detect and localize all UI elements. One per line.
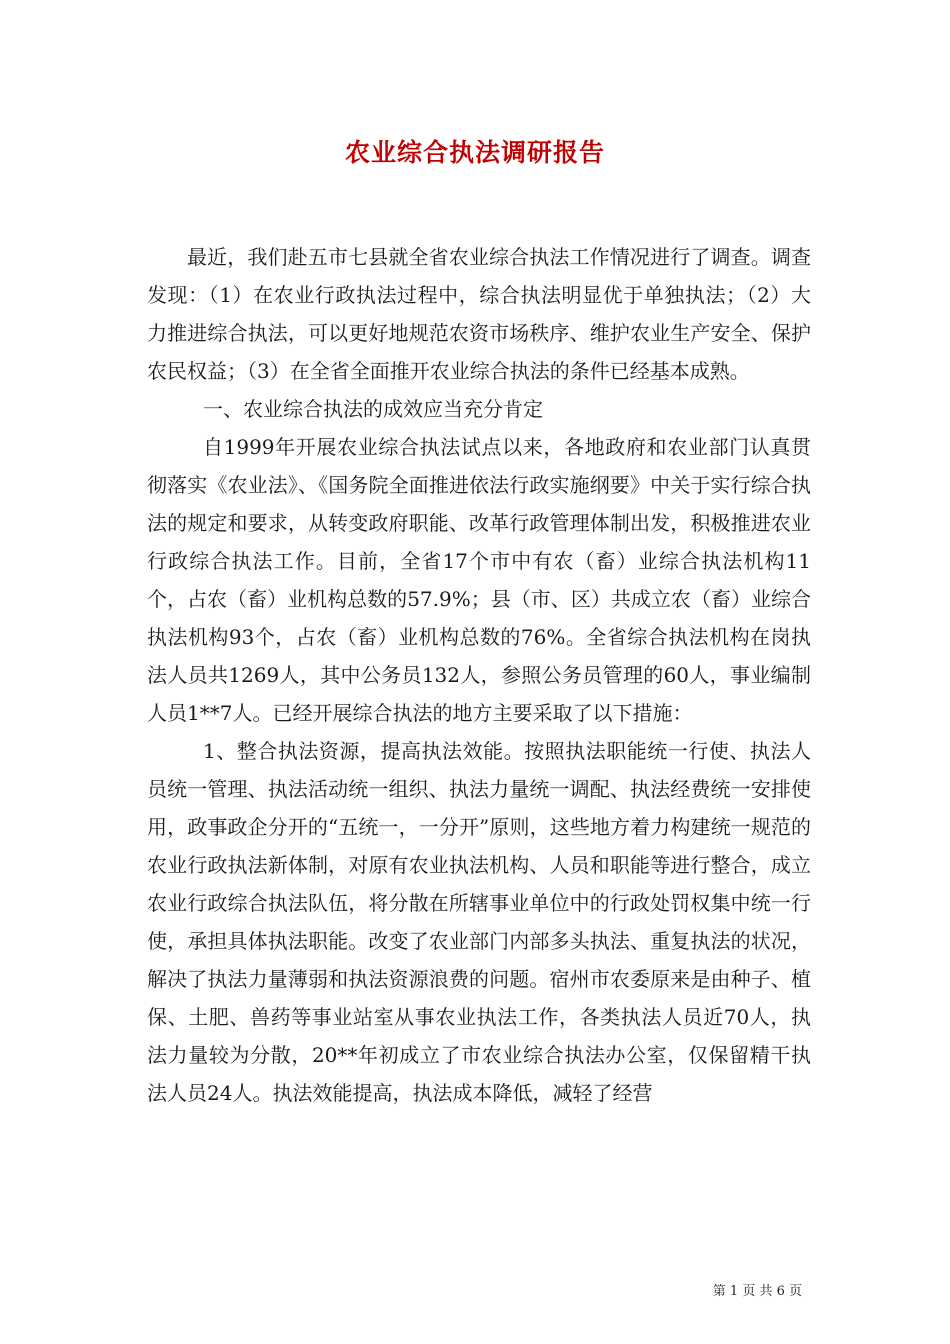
paragraph-measure-1: 1、整合执法资源，提高执法效能。按照执法职能统一行使、执法人员统一管理、执法活动统一组织、执法力量统一调配、执法经费统一安排使用，政事政企分开的“五统一，一分开”原则，这些地方着力构建统一规范的农业行政执法新体制，对原有农业执法机构、人员和职能等进行整合，成立农业行政综合执法队伍，将分散在所辖事业单位中的行政处罚权集中统一行使，承担具体执法职能。改变了农业部门内部多头执法、重复执法的状况，解决了执法力量薄弱和执法资源浪费的问题。宿州市农委原来是由种子、植保、土肥、兽药等事业站室从事农业执法工作，各类执法人员近70人，执法力量较为分散，20**年初成立了市农业综合执法办公室，仅保留精干执法人员24人。执法效能提高，执法成本降低，减轻了经营 bbox=[147, 739, 811, 1105]
page-number: 第 1 页 共 6 页 bbox=[712, 1284, 802, 1299]
paragraph-intro: 最近，我们赴五市七县就全省农业综合执法工作情况进行了调查。调查发现：（1）在农业行政执法过程中，综合执法明显优于单独执法；（2）大力推进综合执法，可以更好地规范农资市场秩序、维护农业生产安全、保护农民权益；（3）在全省全面推开农业综合执法的条件已经基本成熟。 bbox=[147, 245, 811, 383]
paragraph-achievements: 自1999年开展农业综合执法试点以来，各地政府和农业部门认真贯彻落实《农业法》、《国务院全面推进依法行政实施纲要》中关于实行综合执法的规定和要求，从转变政府职能、改革行政管理体制出发，积极推进农业行政综合执法工作。目前，全省17个市中有农（畜）业综合执法机构11个，占农（畜）业机构总数的57.9%；县（市、区）共成立农（畜）业综合执法机构93个，占农（畜）业机构总数的76%。全省综合执法机构在岗执法人员共1269人，其中公务员132人，参照公务员管理的60人，事业编制人员1**7人。已经开展综合执法的地方主要采取了以下措施： bbox=[147, 435, 811, 725]
section-heading: 一、农业综合执法的成效应当充分肯定 bbox=[203, 397, 543, 421]
document-body bbox=[147, 238, 811, 1112]
document-title: 农业综合执法调研报告 bbox=[344, 138, 605, 167]
